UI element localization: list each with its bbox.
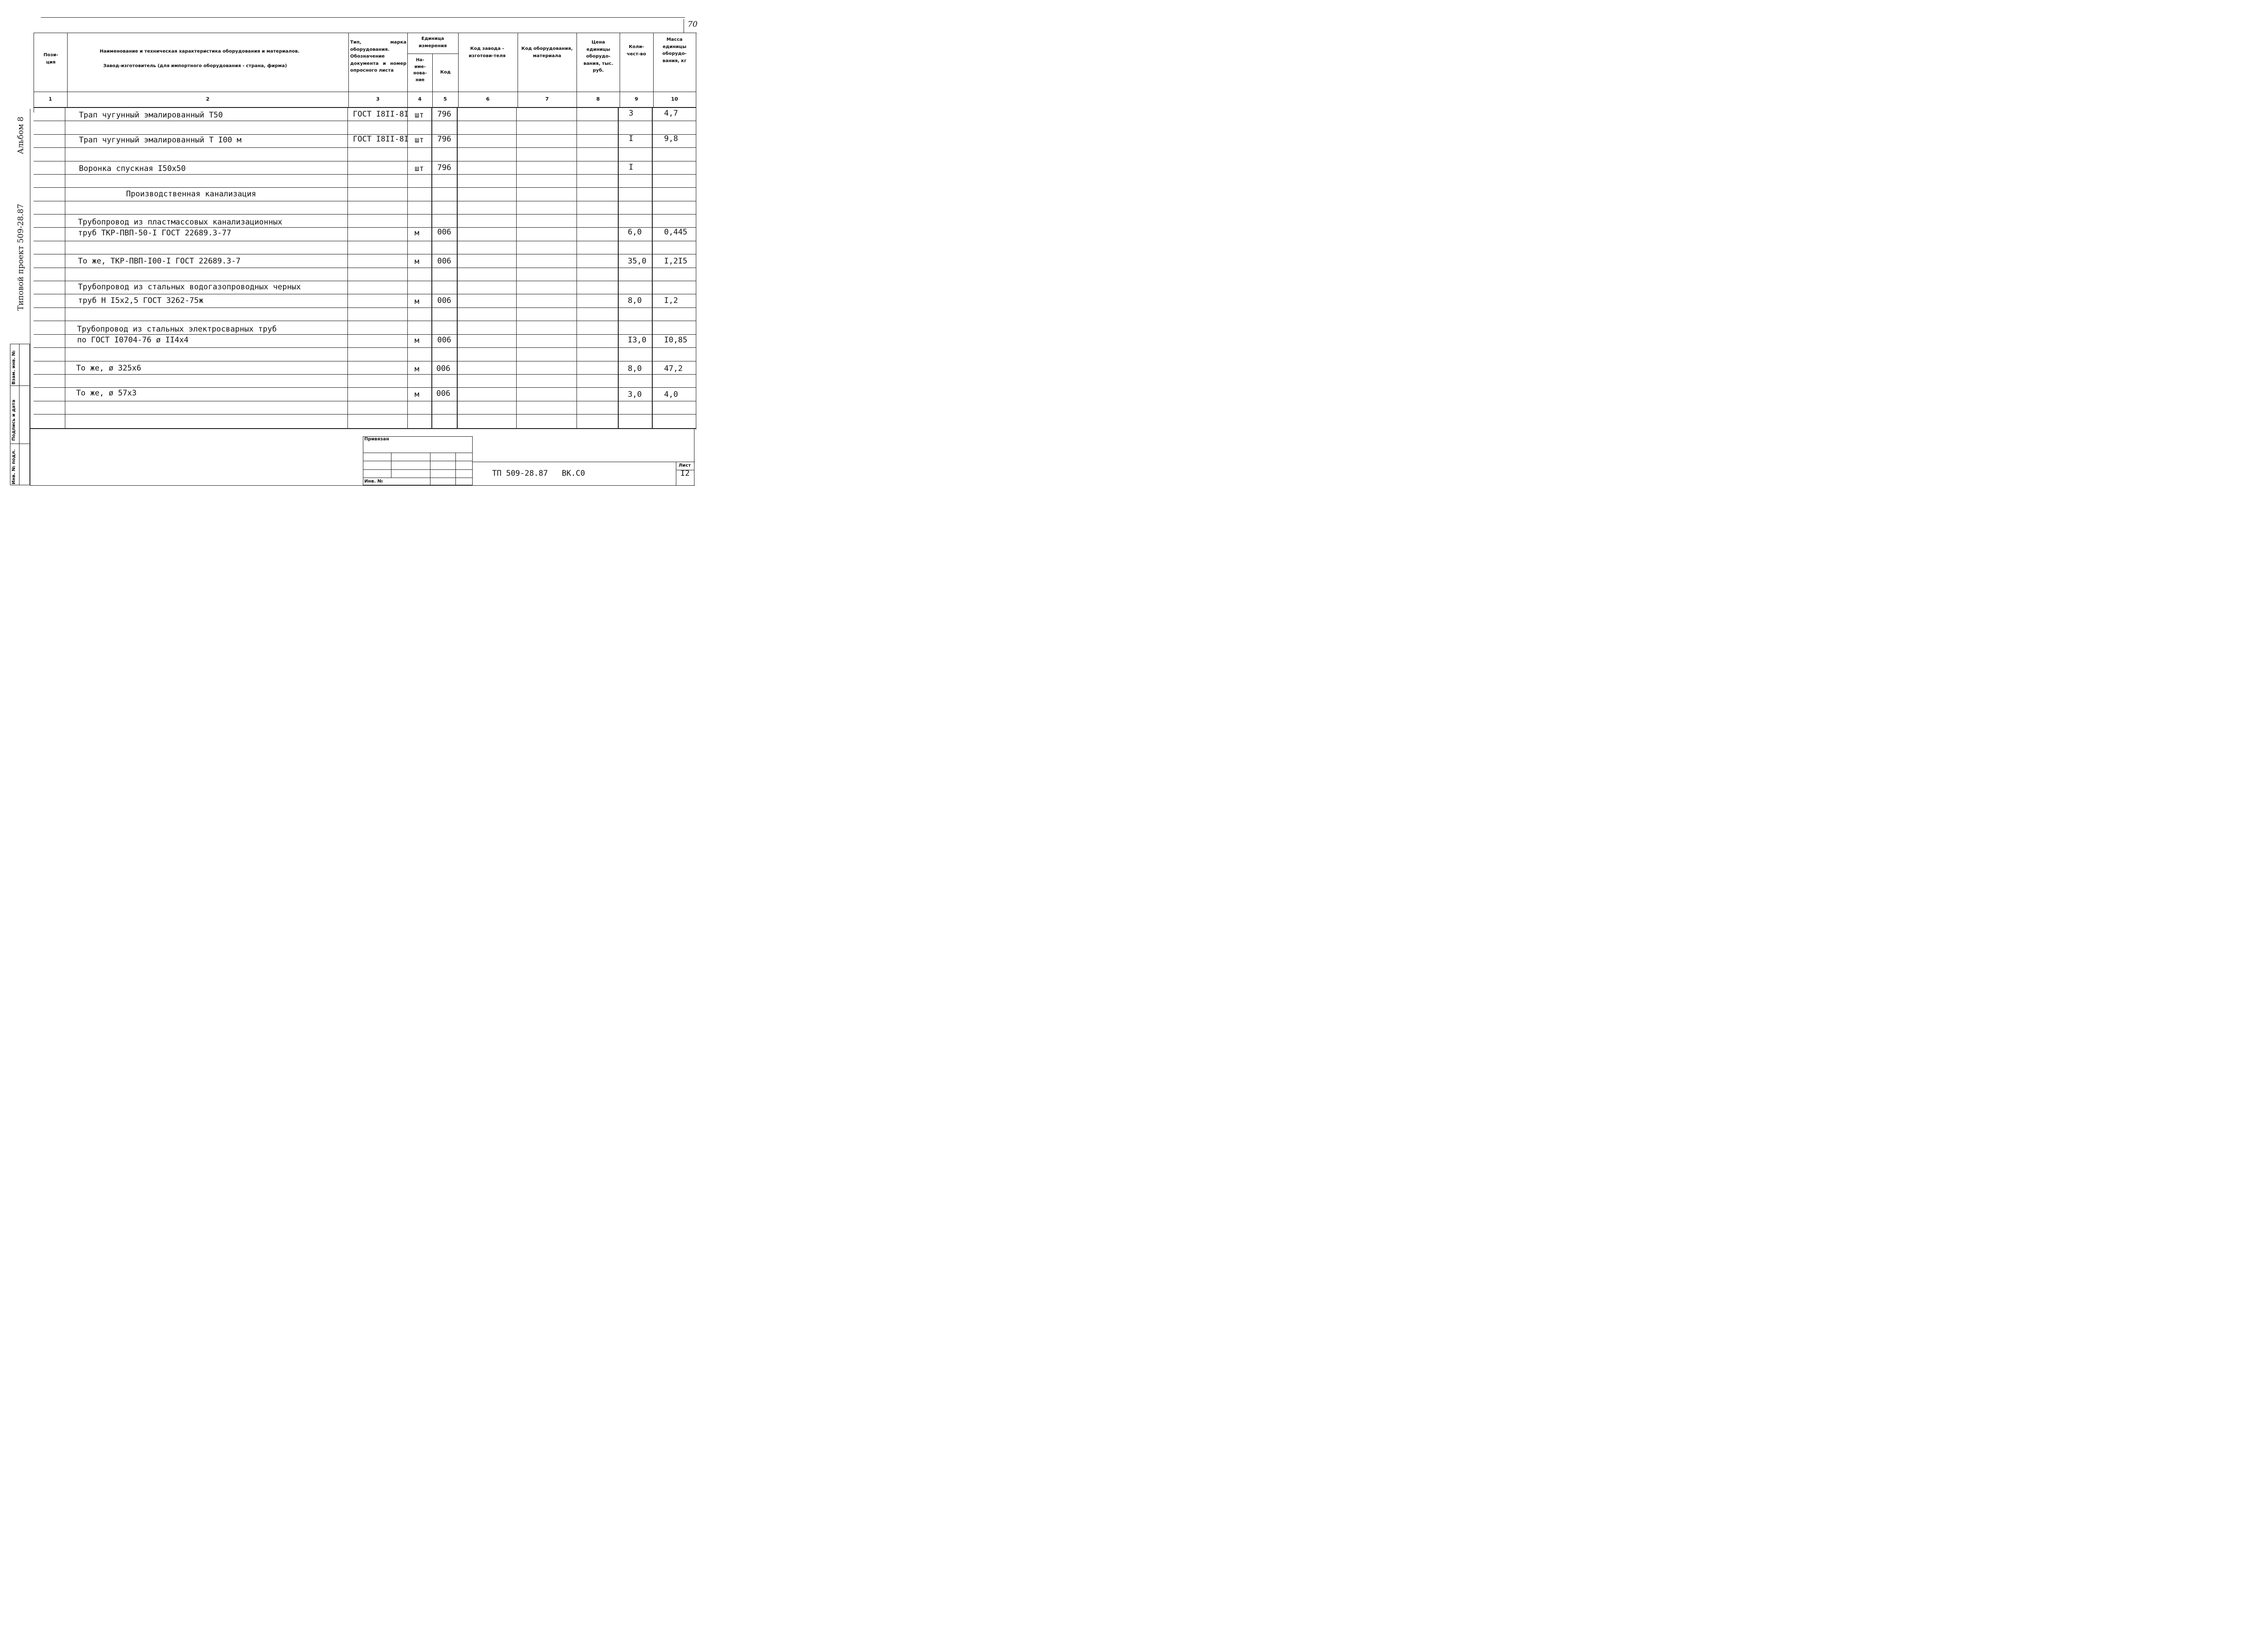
header-mass: Масса единицы оборудо-вания, кг (662, 37, 687, 63)
header-unit-group: Единица измерения (418, 36, 447, 49)
top-rule (41, 17, 685, 18)
row-name: То же, ТКР-ПВП-I00-I ГОСТ 22689.3-7 (78, 257, 241, 266)
row-unit: м (415, 229, 420, 238)
doc-code: ТП 509-28.87 ВК.С0 (492, 469, 585, 478)
colnum-4: 4 (418, 96, 422, 102)
colnum-5: 5 (443, 96, 447, 102)
stamp-vzam: Взам. инв. № (11, 350, 16, 385)
row-qty: I (629, 163, 634, 172)
row-rule (34, 187, 696, 188)
row-qty: 3,0 (628, 390, 642, 399)
col-sep-8-body (618, 108, 619, 429)
row-unit: шт (415, 136, 424, 145)
row-name: труб ТКР-ПВП-50-I ГОСТ 22689.3-77 (78, 229, 231, 238)
col-sep-5-body (457, 108, 458, 429)
row-name: То же, ø 57x3 (76, 389, 137, 398)
privyazan-label: Привязан (364, 437, 389, 442)
row-qty: 35,0 (628, 257, 646, 266)
stamp-podpis: Подпись и дата (11, 400, 16, 441)
row-code: 796 (437, 163, 451, 172)
row-qty: I (629, 134, 634, 143)
row-name: Трап чугунный эмалированный Т I00 м (79, 136, 242, 145)
row-mass: 4,7 (664, 109, 678, 118)
side-project: Типовой проект 509-28.87 (16, 204, 25, 311)
row-name: Трубопровод из стальных электросварных труб (77, 325, 277, 334)
header-maker-code: Код завода - изготови-теля (469, 46, 506, 59)
row-name: труб Н I5x2,5 ГОСТ 3262-75ж (78, 296, 204, 305)
row-type: ГОСТ I8II-8I (353, 110, 409, 119)
row-code: 796 (437, 135, 451, 144)
col-sep-2-body (347, 108, 348, 429)
tb-col (455, 453, 456, 485)
row-unit: м (415, 390, 420, 399)
row-code: 796 (437, 110, 451, 119)
row-code: 006 (436, 389, 450, 398)
row-rule (34, 387, 696, 388)
row-mass: 9,8 (664, 134, 678, 143)
row-type: ГОСТ I8II-8I (353, 135, 409, 144)
row-rule (34, 214, 696, 215)
row-rule (34, 227, 696, 228)
row-code: 006 (437, 336, 451, 345)
row-mass: 0,445 (664, 228, 688, 237)
header-name-line2: Завод-изготовитель (для импортного оборудования - страна, фирма) (103, 63, 287, 68)
row-unit: м (415, 336, 420, 345)
colnum-8: 8 (596, 96, 600, 102)
row-rule (34, 174, 696, 175)
inv-no-label: Инв. № (364, 479, 383, 484)
row-name: Трап чугунный эмалированный Т50 (79, 111, 223, 120)
stamp-inv: Инв. № подл. (11, 449, 16, 484)
row-unit: шт (415, 111, 424, 120)
page-number: 70 (688, 20, 698, 29)
header-unit-name: На-име-нова-ние (413, 58, 427, 83)
row-code: 006 (437, 257, 451, 266)
row-unit: шт (415, 164, 424, 173)
row-rule (34, 374, 696, 375)
row-mass: 4,0 (664, 390, 678, 399)
row-code: 006 (437, 296, 451, 305)
row-qty: I3,0 (628, 336, 646, 345)
colnum-3: 3 (376, 96, 380, 102)
header-quantity: Коли-чест-во (626, 44, 646, 57)
row-rule (34, 147, 696, 148)
row-qty: 3 (629, 109, 634, 118)
table-body-bottom (30, 428, 696, 429)
stamp-divider (19, 344, 20, 485)
colnum-7: 7 (545, 96, 549, 102)
row-code: 006 (436, 364, 450, 373)
colnum-1: 1 (49, 96, 52, 102)
colnum-6: 6 (486, 96, 490, 102)
header-type: Тип, марка оборудования. Обозначение документа и номер опросного листа (350, 40, 406, 73)
row-unit: м (415, 297, 420, 306)
row-mass: 47,2 (664, 364, 683, 373)
table-bottom (30, 485, 695, 486)
col-sep-3 (407, 33, 408, 429)
row-rule (34, 347, 696, 348)
col-sep-9-body (652, 108, 653, 429)
sheet-number: I2 (680, 469, 690, 478)
row-unit: м (415, 365, 420, 374)
header-equipment-code: Код оборудования, материала (521, 46, 573, 59)
row-code: 006 (437, 228, 451, 237)
row-rule (34, 307, 696, 308)
colnum-10: 10 (671, 96, 678, 102)
header-price: Цена единицы оборудо-вания, тыс. руб. (583, 40, 613, 73)
side-album: Альбом 8 (16, 117, 25, 154)
sheet-label: Лист (679, 463, 691, 468)
row-name: Трубопровод из пластмассовых канализационных (78, 218, 283, 227)
row-name: То же, ø 325x6 (76, 364, 142, 373)
header-position: Пози-ция (43, 53, 59, 65)
row-rule (34, 414, 696, 415)
row-mass: I,2I5 (664, 257, 688, 266)
header-name-line1: Наименование и техническая характеристика оборудования и материалов. (99, 49, 300, 54)
stamp-divider (10, 385, 30, 386)
row-name: Трубопровод из стальных водогазопроводных черных (78, 283, 301, 292)
col-sep-6-body (516, 108, 517, 429)
tb-rule (363, 469, 473, 470)
row-mass: I0,85 (664, 336, 688, 345)
header-unit-code: Код (440, 70, 451, 75)
row-name: Воронка спускная I50x50 (79, 164, 186, 173)
row-qty: 8,0 (628, 296, 642, 305)
colnum-2: 2 (206, 96, 210, 102)
section-title: Производственная канализация (126, 190, 256, 199)
row-qty: 6,0 (628, 228, 642, 237)
row-mass: I,2 (664, 296, 678, 305)
row-name: по ГОСТ I0704-76 ø II4x4 (77, 336, 189, 345)
row-qty: 8,0 (628, 364, 642, 373)
colnum-9: 9 (635, 96, 638, 102)
row-rule (34, 334, 696, 335)
row-unit: м (415, 257, 420, 266)
colnum-bottom (34, 107, 696, 108)
col-sep-4-body (431, 108, 432, 429)
